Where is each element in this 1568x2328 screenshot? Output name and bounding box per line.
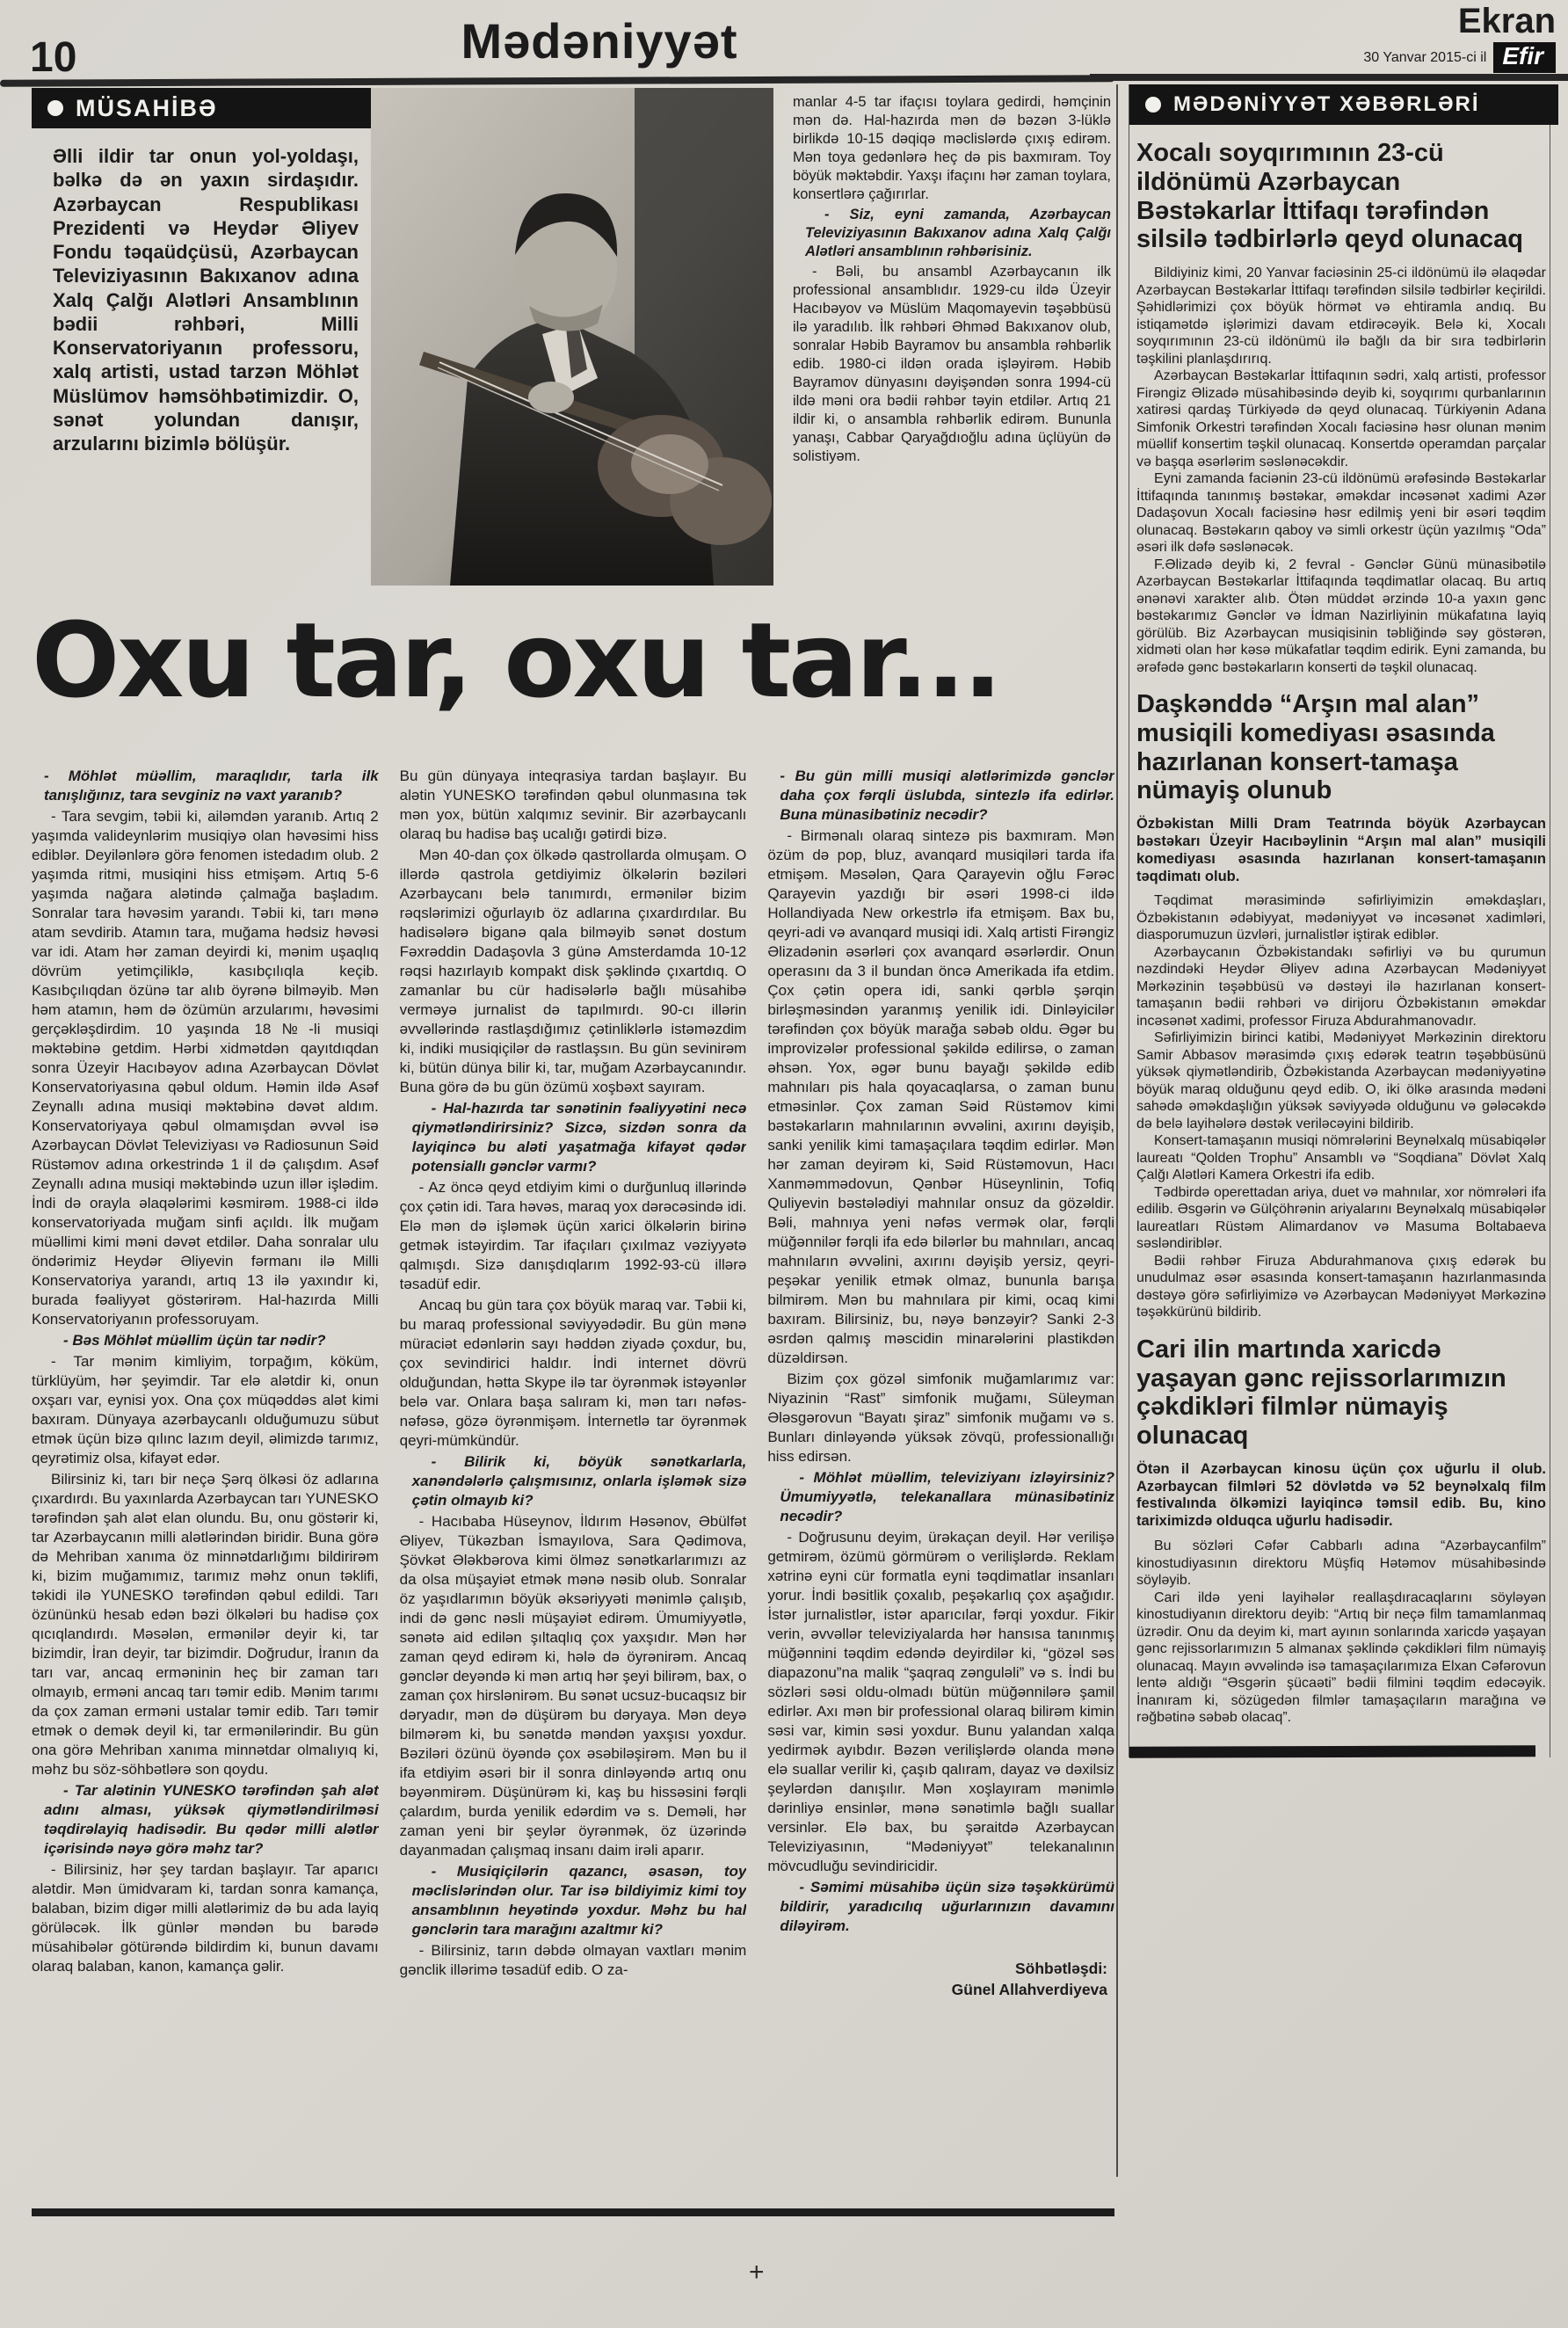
paragraph: Bu gün dünyaya inteqrasiya tardan başlayır. Bu alətin YUNESKO tərəfindən qəbul olunmasına tək mən yox, bütün xalqımız sevinir. Bir azərbaycanlı olaraq bu hadisə baş ucalığı gətirdi bizə. xyxy=(399,768,747,842)
answer-paragraph: - Bilirsiniz, tarın dəbdə olmayan vaxtları mənim gənclik illərimə təsadüf edib. O za- xyxy=(399,1942,747,1978)
issue-date: 30 Yanvar 2015-ci il xyxy=(1363,49,1487,65)
news-section-bar xyxy=(1129,84,1558,125)
question-paragraph: - Səmimi müsahibə üçün sizə təşəkkürümü bildirir, yaradıcılıq uğurlarınızın davamını diləyirəm. xyxy=(780,1879,1115,1934)
question-paragraph: - Bu gün milli musiqi alətlərimizdə gənclər daha çox fərqli üslubda, sintezlə ifa edirlər. Buna münasibətiniz necədir? xyxy=(780,768,1115,823)
question-paragraph: - Hal-hazırda tar sənətinin fəaliyyətini necə qiymətləndirirsiniz? Sizcə, sizdən sonra da layiqincə bu aləti yaşatmağa kifayət qədər potensiallı gənclər varmı? xyxy=(411,1100,747,1175)
news-lead: Ötən il Azərbaycan kinosu üçün çox uğurlu il olub. Azərbaycan filmləri 52 dövlətdə və 52 beynəlxalq film festivalında ölkəmizi layiqincə təmsil edib. Bu, kino tariximizdə olduqca uğurlu hadisədir. xyxy=(1136,1460,1546,1530)
tar-player-illustration xyxy=(371,88,773,586)
question-paragraph: - Tar alətinin YUNESKO tərəfindən şah alət adını alması, yüksək qiymətləndirilməsi təqdirəlayiq hadisədir. Bu qədər milli alətlər içərisində nəyə görə məhz tar? xyxy=(44,1782,379,1857)
paragraph: Bildiyiniz kimi, 20 Yanvar faciəsinin 25-ci ildönümü ilə əlaqədar Azərbaycan Bəstəkarlar İttifaqı tərəfindən silsilə tədbirlər keçirildi. Şəhidlərimizi çox böyük hörmət və ehtiramla andıq. Bu istiqamətdə işlərimizi davam etdirəcəyik. Belə ki, Xocalı soyqırımının 23-cü ildönümü ilə bağlı da bir sıra tədbirlərin təşkilini planlaşdırırıq. xyxy=(1136,266,1546,367)
news-body xyxy=(1136,1538,1546,1727)
news-article-1 xyxy=(1129,139,1550,676)
paragraph: F.Əlizadə deyib ki, 2 fevral - Gənclər Günü münasibətilə Azərbaycan Bəstəkarlar İttifaqında təqdimatlar olacaq. Bu artıq ənənəvi xarakter alıb. Ötən müddət ərzində 10-a yaxın gənc bəstəkarımız Gənclər və İdman Nazirliyinin mükafatına layiq görülüb. Biz Azərbaycan musiqisinin təbliğində səy göstərən, xidməti olan hər kəsə mükafatlar təqdim edirik. Eyni zamanda, bu ərəfədə gənc bəstəkarların konserti də təşkil olunacaq. xyxy=(1136,557,1546,675)
paragraph: Bizim çox gözəl simfonik muğamlarımız var: Niyazinin “Rast” simfonik muğamı, Süleyman Ələsgərovun “Bayatı şiraz” simfonik muğamı və s. Bunları dinləyəndə yüksək zövqü, professionallığı hiss edirsən. xyxy=(767,1371,1115,1465)
news-bottom-rule xyxy=(1129,1745,1535,1758)
question-paragraph: - Bilirik ki, böyük sənətkarlarla, xanəndələrlə çalışmısınız, onlarla işləmək sizə çətin olmayıb ki? xyxy=(411,1453,747,1509)
paragraph: manlar 4-5 tar ifaçısı toylara gedirdi, həmçinin mən də. Hal-hazırda mən də bəzən 3-lüklə birlikdə 10-15 dəqiqə məclislərdə çıxış edirəm. Mən toya gedənlərə heç də pis baxmıram. Toy böyük məktəbdir. Yaxşı ifaçını hər zaman toylara, konsertlərə çağırırlar. xyxy=(793,94,1111,202)
masthead-efir: Efir xyxy=(1493,42,1556,73)
interview-section-bar xyxy=(32,88,390,128)
question-paragraph: - Möhlət müəllim, televiziyanı izləyirsiniz? Ümumiyyətlə, telekanallara münasibətiniz necədir? xyxy=(780,1469,1115,1524)
header-rule-right xyxy=(1090,74,1568,81)
article-bottom-rule xyxy=(32,2208,1114,2216)
paragraph: Bədii rəhbər Firuza Abdurahmanova çıxış edərək bu unudulmaz əsər əsasında konsert-tamaşanın hazırlanmasında dəstəyə görə səfirliyimizə və Azərbaycan Mədəniyyət Mərkəzinə təşəkkürünü bildirib. xyxy=(1136,1253,1546,1320)
answer-paragraph: - Tar mənim kimliyim, torpağım, köküm, türklüyüm, hər şeyimdir. Tar elə alətdir ki, onun oxşarı var, eynisi yox. Ona çox müqəddəs alət kimi baxıram. Dünyaya azərbaycanlı olduğumuzu sübut etmək üçün bizə qılınc lazım deyil, əlimizdə tarımız, qeyrətimiz olsa, kifayət edər. xyxy=(32,1353,379,1466)
interview-intro: Əlli ildir tar onun yol-yoldaşı, bəlkə də ən yaxın sirdaşıdır. Azərbaycan Respublikası Prezidenti və Heydər Əliyev Fondu təqaüdçüsü, Azərbaycan Televiziyasının Bakıxanov adına Xalq Çalğı Alətləri Ansamblının bədii rəhbəri, Milli Konservatoriyanın professoru, xalq artisti, ustad tarzən Möhlət Müslümov həmsöhbətimizdir. O, sənət yolundan danışır, arzularını bizimlə bölüşür. xyxy=(53,145,359,455)
registration-mark: + xyxy=(749,2258,765,2287)
masthead-ekran: Ekran xyxy=(1457,2,1556,40)
answer-paragraph: - Bəli, bu ansambl Azərbaycanın ilk professional ansamblıdır. 1929-cu ildə Üzeyir Hacıbəyov və Müslüm Maqomayevin təşəbbüsü ilə yaradılıb. İlk rəhbəri Əhməd Bakıxanov olub, sonralar Həbib Bayramov bu ansambla rəhbərlik edib. 1980-ci ildən orada işləyirəm. Həbib Bayramov dünyasını dəyişəndən sonra 1994-cü ildə məni ora bədii rəhbər təyin etdilər. Artıq 21 ildir ki, o ansambla rəhbərlik edirəm. Bununla yanaşı, Cabbar Qaryağdıoğlu adına üçlüyün də solistiyəm. xyxy=(793,264,1111,464)
question-paragraph: - Siz, eyni zamanda, Azərbaycan Televiziyasının Bakıxanov adına Xalq Çalğı Alətləri ansamblının rəhbərisiniz. xyxy=(805,207,1111,259)
news-lead: Özbəkistan Milli Dram Teatrında böyük Azərbaycan bəstəkarı Üzeyir Hacıbəylinin “Arşın mal alan” musiqili komediyası əsasında hazırlanan konsert-tamaşanın təqdimatı olub. xyxy=(1136,816,1546,884)
interview-section-label: MÜSAHİBƏ xyxy=(76,94,218,121)
byline xyxy=(767,1959,1114,2000)
news-section-label: MƏDƏNİYYƏT XƏBƏRLƏRİ xyxy=(1173,92,1480,116)
answer-paragraph: - Bilirsiniz, hər şey tardan başlayır. Tar aparıcı alətdir. Mən ümidvaram ki, tardan sonra kamança, balaban, bizim digər milli alətlərimiz də bu ada layiq görüləcək. İlk günlər məndən bu barədə müsahibələr götürəndə bildirdim ki, bunun davamı olaraq balaban, kanon, kamança gəlir. xyxy=(32,1861,379,1975)
byline-name: Günel Allahverdiyeva xyxy=(951,1980,1108,1998)
interview-column-3 xyxy=(767,767,1114,2205)
answer-paragraph: - Az öncə qeyd etdiyim kimi o durğunluq illərində çox çətin idi. Tara həvəs, maraq yox dərəcəsində idi. Elə mən də işləmək üçün xarici ölkələrin birinə getmək istəyirdim. Tar ifaçıları çıxılmaz vəziyyətə qalmışdı. Sizə danışdıqlarım 1992-93-cü illərə təsadüf edir. xyxy=(399,1179,747,1292)
answer-paragraph: - Tara sevgim, təbii ki, ailəmdən yaranıb. Artıq 2 yaşımda valideynlərim musiqiyə olan həvəsimi hiss ediblər. Deyilənlərə görə fenomen istedadım olub. 2 yaşımda ritmi, musiqini hiss etmişəm. Artıq 5-6 yaşımda nağara alətində çalmağa başladım. Sonralar tara həvəsim yarandı. Təbii ki, tarı mənə atam sevdirib. Atamın tara, muğama hədsiz həvəsi var idi. Atam hər zaman deyirdi ki, mənim uşaqlıq dövrüm yetimçiliklə, kasıbçılıqla keçib. Kasıbçılıqdan özünə tar alıb öyrənə bilməyib. Mən həm atamın, həm də özümün arzularımı, həvəsimi gerçəkləşdirdim. 10 yaşında 18№-li musiqi məktəbinə getdim. Hərbi xidmətdən qayıtdıqdan sonra Üzeyir Hacıbəyov adına Azərbaycan Dövlət Konservatoriyasına qəbul oldum. Həmin ildə Asəf Zeynallı adına musiqi məktəbinə dəvət aldım. Konservatoriyaya qəbul olmamışdan əvvəl isə Azərbaycan Dövlət Televiziyası və Radiosunun Səid Rüstəmov adına orkestrində 1 il də çalışdım. Asəf Zeynallı adına musiqi məktəbində uzun illər işlədim. İndi də orayla əlaqələrimi kəsmirəm. 1988-ci ildə konservatoriyada muğam sinfi açıldı. İlk muğam müəllimi kimi məni dəvət etdilər. Daha sonralar ulu öndərimiz Heydər Əliyevin fərmanı ilə Milli Konservatoriya yarandı, artıq 13 ilə yaxındır ki, burada fəaliyyət göstərirəm. Hal-hazırda Milli Konservatoriyanın professoruyam. xyxy=(32,808,379,1328)
paragraph: Eyni zamanda faciənin 23-cü ildönümü ərəfəsində Bəstəkarlar İttifaqında tanınmış bəstəkar, əməkdar incəsənət xadimi Azər Dadaşovun Xocalı faciəsinə həsr edilmiş yeni bir əsəri təqdim olunacaq. Bəstəkarın qaboy və simli orkestr üçün yazılmış “Oda” əsəri ilk dəfə səslənəcək. xyxy=(1136,471,1546,556)
byline-label: Söhbətləşdi: xyxy=(1015,1960,1108,1977)
paragraph: Ancaq bu gün tara çox böyük maraq var. Təbii ki, bu maraq professional səviyyədədir. Bu gün mənə müraciət edənlərin sayı həddən ziyadə çoxdur, bu, çox sevindirici haldır. İndi internet dövrü olduğundan, hətta Skype ilə tar öyrənmək istəyənlər belə var. Onlara başa salıram ki, mən tarı nəfəs-nəfəsə, gözə öyrənmişəm. İnternetlə tar öyrənmək qeyri-mümkündür. xyxy=(399,1297,747,1449)
news-title: Xocalı soyqırımının 23-cü ildönümü Azərbaycan Bəstəkarlar İttifaqı tərəfindən silsilə tədbirlərlə qeyd olunacaq xyxy=(1136,139,1523,254)
page-number: 10 xyxy=(30,34,77,81)
news-body xyxy=(1136,892,1546,1321)
news-column xyxy=(1129,84,1550,1757)
paragraph: Bu sözləri Cəfər Cabbarlı adına “Azərbaycanfilm” kinostudiyasının direktoru Müşfiq Hətəmov müsahibəsində söyləyib. xyxy=(1136,1539,1546,1589)
question-paragraph: - Möhlət müəllim, maraqlıdır, tarla ilk tanışlığınız, tara sevginiz nə vaxt yaranıb? xyxy=(44,768,379,804)
article-headline: Oxu tar, oxu tar... xyxy=(32,600,1000,721)
question-paragraph: - Bəs Möhlət müəllim üçün tar nədir? xyxy=(63,1332,326,1349)
page-header xyxy=(0,0,1568,84)
paragraph: Səfirliyimizin birinci katibi, Mədəniyyət Mərkəzinin direktoru Samir Abbasov mərasimdə çıxış edərək teatrın təşəbbüsünü yüksək qiymətləndirib, Özbəkistanda Azərbaycan mədəniyyətinə böyük maraq olduğunu qeyd edib. O, iki ölkə arasında mədəni sahədə əməkdaşlığın yüksək səviyyədə olduğunu və gələcəkdə də belə layihələrə dəstək veriləcəyini bildirib. xyxy=(1136,1030,1546,1131)
interview-column-2 xyxy=(400,767,747,2205)
paragraph: Azərbaycan Bəstəkarlar İttifaqının sədri, xalq artisti, professor Firəngiz Əlizadə müsahibəsində deyib ki, soyqırımı qurbanlarının xatirəsi qardaş Türkiyədə də qeyd olunacaq. Türkiyənin Adana Simfonik Orkestri tərəfindən Xocalı faciəsinə həsr olunan mənim müəllif konsertim təşkil olunacaq. Konsertdə operamdan parçalar və başqa əsərlərim səslənəcəkdir. xyxy=(1136,368,1546,469)
news-title: Daşkənddə “Arşın mal alan” musiqili komediyası əsasında hazırlanan konsert-tamaşa nümayiş olunub xyxy=(1136,690,1495,805)
news-article-3 xyxy=(1129,1335,1550,1727)
paragraph: Azərbaycanın Özbəkistandakı səfirliyi və bu qurumun nəzdindəki Heydər Əliyev adına Azərbaycan Mədəniyyət Mərkəzinin təşəbbüsü və dəstəyi ilə hazırlanan konsert-tamaşanın bədii rəhbəri və dirijoru Özbəkistanın əməkdar incəsənət xadimi, professor Firuza Abdurahmanovadır. xyxy=(1136,944,1546,1029)
header-rule xyxy=(0,75,1114,87)
interview-top-column xyxy=(793,93,1111,586)
section-title: Mədəniyyət xyxy=(461,13,738,69)
paragraph: Mən 40-dan çox ölkədə qastrollarda olmuşam. O illərdə qastrola getdiyimiz ölkələrin bəziləri Azərbaycanı belə tanımırdı, ermənilər bizim rəqslərimizi oğurlayıb öz adlarına çıxardırdılar. Bu hadisələrə biganə qala bilməyib sənət dostum Fəxrəddin Dadaşovla 3 günə Amsterdamda 10-12 rəqsi hazırlayıb kompakt disk şəklində çıxartdıq. O zamanlar bu cür hadisələrlə bağlı müsahibə verməyə jurnalist də tapılmırdı. 90-cı illərin əvvəllərində rastlaşdığımız çətinliklərlə istəməzdim ki, indiki musiqiçilər də rastlaşsın. Bu gün sevinirəm ki, bütün dünya bilir ki, tar, muğam Azərbaycanındır. Buna görə də bu gün özümü xoşbəxt sayıram. xyxy=(399,847,747,1095)
paragraph: Konsert-tamaşanın musiqi nömrələrini Beynəlxalq müsabiqələr laureatı “Qolden Trophu” Ansamblı və “Soqdiana” Dövlət Xalq Çalğı Alətləri Kamera Orkestri ifa edib. xyxy=(1136,1133,1546,1183)
paragraph: Tədbirdə operettadan ariya, duet və mahnılar, xor nömrələri ifa edilib. Əsgərin və Gülçöhrənin ariyalarını Beynəlxalq müsabiqələr laureatları Rüstəm Alimardanov və Masuma Boltabaeva səsləndiriblər. xyxy=(1136,1184,1546,1252)
section-bullet-icon xyxy=(47,100,63,116)
column-divider-rule xyxy=(1116,84,1118,2177)
interview-column-1 xyxy=(32,767,379,2205)
news-title: Cari ilin martında xaricdə yaşayan gənc rejissorlarımızın çəkdikləri filmlər nümayiş olunacaq xyxy=(1136,1335,1506,1451)
paragraph: Cari ildə yeni layihələr reallaşdıracaqlarını söyləyən kinostudiyanın direktoru deyib: “Artıq bir neçə film tamamlanmaq üzrədir. Onu da deyim ki, mart ayının sonlarında xaricdə yaşayan gənc rejissorlarımızın 5 almanax şəklində çəkdikləri film nümayiş olunacaq. Mayın əvvəlində isə tamaşaçılarımıza Elxan Cəfərovun lentə aldığı “Əsgərin şücaəti” bədii filmini təqdim edəcəyik. İnanıram ki, sözügedən filmlər tamaşaçıların marağına və rəğbətinə səbəb olacaq”. xyxy=(1136,1590,1546,1726)
news-article-2 xyxy=(1129,690,1550,1321)
section-bullet-icon xyxy=(1145,97,1161,113)
answer-paragraph: - Birmənalı olaraq sintezə pis baxmıram. Mən özüm də pop, bluz, avanqard musiqiləri tarda ifa etmişəm. Məsələn, Qara Qarayevin oğlu Fərəc Qarayevin yazdığı bir əsəri 1998-ci ildə Hollandiyada New orkestrlə ifa etmişəm. Bax bu, qeyri-adi və avanqard musiqi idi. Xalq artisti Firəngiz Əlizadənin əsərləri çox avanqard əsərlərdir. Onun operasını da 3 il bundan öncə Amerikada ifa etdim. Çox çətin opera idi, sanki qərblə şərqin birləşməsindən yaranmış yenilik idi. Dinləyicilər tərəfindən çox böyük marağa səbəb oldu. Əgər bu improvizələr professional şəkildə edilirsə, o zaman əhsən. Yox, əgər bunu bayağı şəkildə edib mahnıları pis hala qoyacaqlarsa, o zaman bunu etməsinlər. Çox zaman Səid Rüstəmov kimi bəstəkarların mahnılarının əvvəlini, axırını dəyişib, sanki yenilik kimi tamaşaçılara təqdim edirlər. Mən hər zaman deyirəm ki, Səid Rüstəmovun, Hacı Xanməmmədovun, Qənbər Hüseynlinin, Tofiq Quliyevin bəstələdiyi mahnılar onsuz da gözəldir. Bəli, mahnıya yeni nəfəs vermək olar, fərqli müğənnilər fərqli ifa edə bilərlər bu mahnıları, ancaq mahnıların əvvəlini, axırını dəyişib yersiz, qeyri-peşəkar yenilik etmək olmaz, bununla barışa bilmirəm. Mən bu mahnılara pir kimi, ocaq kimi baxıram. Bilirsiniz, bu, nəyə bənzəyir? Sanki 2-3 əsrdən qalmış məscidin minarələrini plastikdən düzəldirsən. xyxy=(767,827,1115,1366)
masthead xyxy=(1363,4,1556,73)
answer-paragraph: - Hacıbaba Hüseynov, İldırım Həsənov, Əbülfət Əliyev, Tükəzban İsmayılova, Sara Qədimova, Şövkət Ələkbərova kimi ölməz sənətkarlarımızı az da olsa müşayiət etmək mənə nəsib olub. Sonralar öz yaşıdlarımın böyük əksəriyyəti mənimlə çalışıb, indi də gənc nəsli müşayiət edirəm. Ümumiyyətlə, sənətə aid edilən şıltaqlıq çox yaxşıdır. Mən hər zaman qeyd edirəm ki, hələ də öyrənirəm. Ancaq gənclər deyəndə ki mən artıq hər şeyi bilirəm, bax, o zaman çox hirslənirəm. Bu sənət ucsuz-bucaqsız bir dəryadır, mən də düşürəm bu dəryaya. Mən deyə bilmərəm ki, bu sənətdə məndən yaxşısı yoxdur. Bəziləri özünü öyəndə çox əsəbiləşirəm. Mən bu il ifa etdiyim əsəri bir il sonra dinləyəndə artıq onu bəyənmirəm. Düşünürəm ki, kaş bu hissəsini fərqli çalardım, burda yenilik edərdim və s. Deməli, hər zaman yeni bir şeylər öyrənmək, öz üzərində dayanmadan çalışmaq insanı daim irəli aparır. xyxy=(399,1513,747,1859)
paragraph: Təqdimat mərasimində səfirliyimizin əməkdaşları, Özbəkistanın ədəbiyyat, mədəniyyət və incəsənət xadimləri, diasporumuzun üzvləri, jurnalistlər iştirak ediblər. xyxy=(1136,893,1546,943)
answer-paragraph: - Doğrusunu deyim, ürəkaçan deyil. Hər verilişə getmirəm, özümü görmürəm o verilişlərdə. Reklam xətrinə eyni cür formatla eyni təqdimatlar insanları yorur. İndi bəsitlik çoxalıb, peşəkarlıq çox aşağıdır. İstər jurnalistlər, istər aparıcılar, fərqi yoxdur. Fikir verin, əvvəllər televiziyalarda hər hansısa tanınmış müğənnini təqdim edəndə deyirdilər ki, “gözəl səs diapazonu”na malik “şaqraq zənguləli” və s. İndi bu sözləri səsi oldu-olmadı bütün müğənnilərə şamil edirlər. Axı mən bir professional olaraq bilirəm kimin səsi var, kimin səsi yoxdur. Bunu yalandan xalqa yedirmək ayıbdır. Bəzən verilişlərdə olanda mənə elə suallar verilir ki, çaşıb qalıram, dayaz və dəxilsiz şeylərdən danışılır. Mən xoşlayıram mənimlə dərinliyə ensinlər, mənə sənətimlə bağlı suallar versinlər. Elə bax, bu şəraitdə Azərbaycan Televiziyasının, “Mədəniyyət” telekanalının mövcudluğu sevindiricidir. xyxy=(767,1529,1115,1874)
interview-columns xyxy=(32,767,1114,2205)
question-paragraph: - Musiqiçilərin qazancı, əsasən, toy məclislərindən olur. Tar isə bildiyimiz kimi toy ansamblının heyətində yoxdur. Məhz bu hal gənclərin tara marağını azaltmır ki? xyxy=(411,1863,747,1938)
interviewee-photo xyxy=(371,88,773,586)
paragraph: Bilirsiniz ki, tarı bir neçə Şərq ölkəsi öz adlarına çıxardırdı. Bu yaxınlarda Azərbaycan tarı YUNESKO tərəfindən şah alət elan olundu. Bu, onu göstərir ki, tar Azərbaycanın milli alətlərindən biridir. Buna görə də Mehriban xanıma öz minnətdarlığımı bildirirəm ki, bizim muğamımız, tarımız məhz onun təklifi, təkidi ilə YUNESKO tərəfindən qəbul edildi. Tarı özününkü hesab edən bəzi ölkələri bu hadisə çox qıcıqlandırdı. Məsələn, ermənilər deyir ki, tar bizimdir, İran deyir, tar bizimdir. Doğrudur, İranın da tarı var, ancaq erməninin heç bir zaman tarı olmayıb, erməni ancaq tarı təmir edib. Mənim tarımı da çox zaman erməni ustalar təmir edib. Tarı təmir etmək o demək deyil ki, tar ermənilərindir. Bu gün ona görə Mehriban xanıma minnətdar olmalıyıq ki, məhz bu söz-söhbətlərə son qoydu. xyxy=(32,1471,379,1778)
news-body xyxy=(1136,265,1546,676)
